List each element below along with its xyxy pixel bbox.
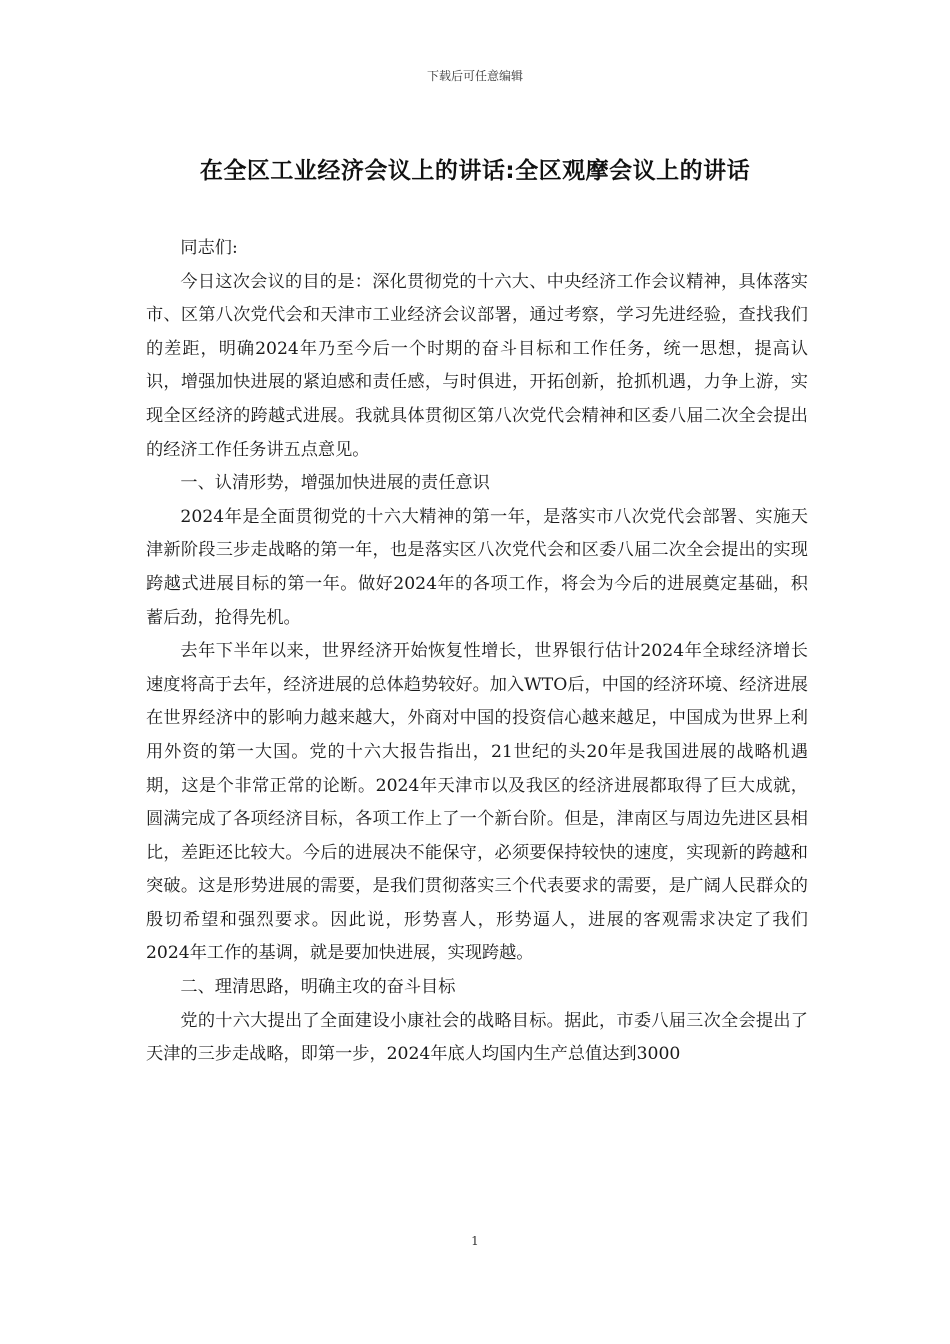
- section-heading: 一、认清形势，增强加快进展的责任意识: [180, 473, 490, 494]
- paragraph: 今日这次会议的目的是：深化贯彻党的十六大、中央经济工作会议精神，具体落实市、区第八次党代会和天津市工业经济会议部署，通过考察，学习先进经验，查找我们的差距，明确2024年乃至今后一个时期的奋斗目标和工作任务，统一思想，提高认识，增强加快进展的紧迫感和责任感，与时俱进，开拓创新，抢抓机遇，力争上游，实现全区经济的跨越式进展。我就具体贯彻区第八次党代会精神和区委八届二次全会提出的经济工作任务讲五点意见。: [146, 271, 808, 460]
- header-note: 下载后可任意编辑: [426, 69, 523, 83]
- paragraph: 2024年是全面贯彻党的十六大精神的第一年，是落实市八次党代会部署、实施天津新阶段三步走战略的第一年，也是落实区八次党代会和区委八届二次全会提出的实现跨越式进展目标的第一年。做好2024年的各项工作，将会为今后的进展奠定基础，积蓄后劲，抢得先机。: [146, 506, 808, 628]
- paragraph-salutation: 同志们:: [180, 238, 238, 258]
- document-title: 在全区工业经济会议上的讲话:全区观摩会议上的讲话: [199, 158, 751, 184]
- page-number: 1: [471, 1234, 479, 1248]
- document-body: [146, 232, 808, 1072]
- paragraph: 去年下半年以来，世界经济开始恢复性增长，世界银行估计2024年全球经济增长速度将高于去年，经济进展的总体趋势较好。加入WTO后，中国的经济环境、经济进展在世界经济中的影响力越来越大，外商对中国的投资信心越来越足，中国成为世界上利用外资的第一大国。党的十六大报告指出，21世纪的头20年是我国进展的战略机遇期，这是个非常正常的论断。2024年天津市以及我区的经济进展都取得了巨大成就，圆满完成了各项经济目标，各项工作上了一个新台阶。但是，津南区与周边先进区县相比，差距还比较大。今后的进展决不能保守，必须要保持较快的速度，实现新的跨越和突破。这是形势进展的需要，是我们贯彻落实三个代表要求的需要，是广阔人民群众的殷切希望和强烈要求。因此说，形势喜人，形势逼人，进展的客观需求决定了我们2024年工作的基调，就是要加快进展，实现跨越。: [146, 641, 808, 964]
- section-heading: 二、理清思路，明确主攻的奋斗目标: [180, 977, 456, 998]
- paragraph: 党的十六大提出了全面建设小康社会的战略目标。据此，市委八届三次全会提出了天津的三步走战略，即第一步，2024年底人均国内生产总值达到3000: [146, 1010, 808, 1065]
